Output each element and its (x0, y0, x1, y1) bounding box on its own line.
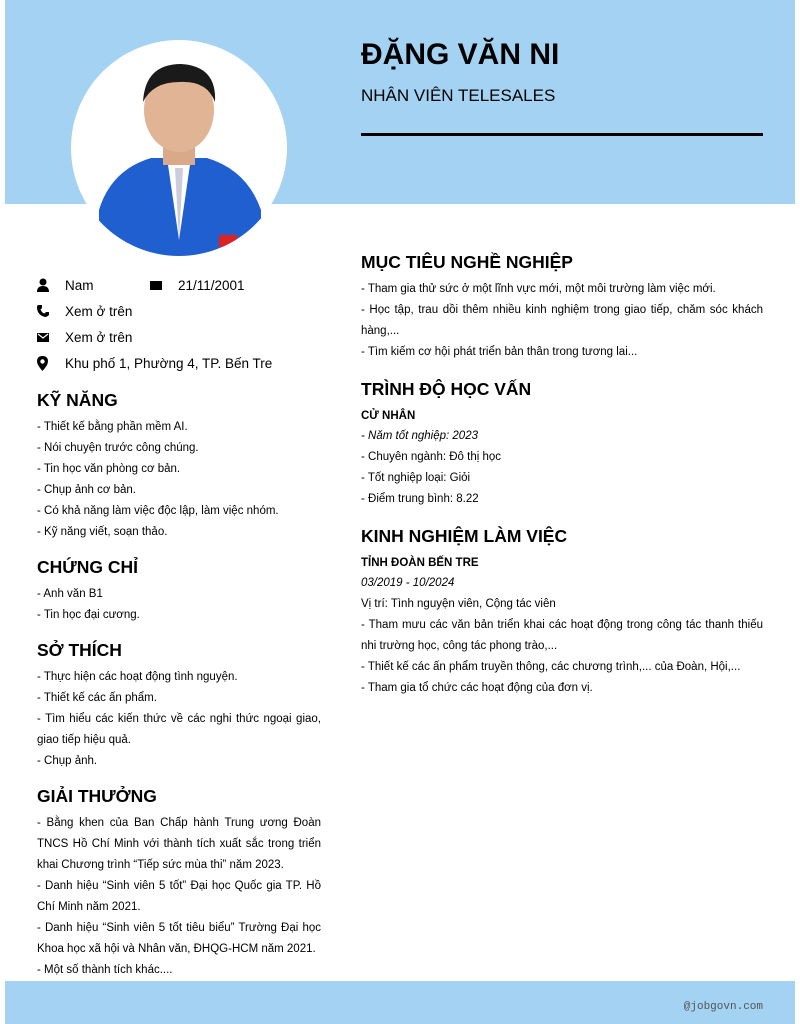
list-item: - Tốt nghiệp loại: Giỏi (361, 472, 471, 484)
graduation-year: - Năm tốt nghiệp: 2023 (361, 430, 478, 442)
section-title: CHỨNG CHỈ (37, 557, 139, 577)
footer-band (5, 981, 795, 1024)
organization: TỈNH ĐOÀN BẾN TRE (361, 557, 479, 569)
list-item: - Chụp ảnh cơ bản. (37, 484, 136, 496)
person-icon (37, 278, 65, 292)
section-title: TRÌNH ĐỘ HỌC VẤN (361, 379, 532, 399)
list-item: - Tìm kiếm cơ hội phát triển bản thân trong tương lai... (361, 346, 638, 358)
list-item: - Tin học văn phòng cơ bản. (37, 463, 181, 475)
list-item: - Thực hiện các hoạt động tình nguyện. (37, 671, 238, 683)
section-title: KINH NGHIỆM LÀM VIỆC (361, 526, 568, 546)
left-column (37, 272, 321, 981)
list-item: - Thiết kế các ấn phẩm truyền thông, các chương trình,... của Đoàn, Hội,... (361, 661, 741, 673)
list-item: - Danh hiệu “Sinh viên 5 tốt tiêu biểu” Trường Đại học Khoa học xã hội và Nhân văn, ĐHQG-HCM năm 2021. (37, 922, 321, 955)
calendar-icon (150, 280, 178, 290)
address: Khu phố 1, Phường 4, TP. Bến Tre (65, 355, 273, 371)
phone: Xem ở trên (65, 303, 133, 319)
period: 03/2019 - 10/2024 (361, 577, 455, 589)
email: Xem ở trên (65, 329, 133, 345)
list-item: - Chụp ảnh. (37, 755, 98, 767)
info-row (37, 350, 321, 376)
list-item: - Học tập, trau dồi thêm nhiều kinh nghiệm trong giao tiếp, chăm sóc khách hàng,... (361, 304, 763, 337)
location-icon (37, 356, 65, 371)
avatar (71, 40, 287, 256)
list-item: - Tin học đại cương. (37, 609, 140, 621)
list-item: - Anh văn B1 (37, 588, 103, 600)
section-title: KỸ NĂNG (37, 390, 118, 410)
right-column (361, 238, 763, 699)
info-row (37, 298, 321, 324)
degree: CỬ NHÂN (361, 410, 416, 422)
list-item: - Nói chuyện trước công chúng. (37, 442, 199, 454)
list-item: - Chuyên ngành: Đô thị học (361, 451, 502, 463)
list-item: - Thiết kế các ấn phẩm. (37, 692, 157, 704)
list-item: - Bằng khen của Ban Chấp hành Trung ương Đoàn TNCS Hồ Chí Minh với thành tích xuất sắc trong triển khai Chương trình “Tiếp sức mùa thi” năm 2023. (37, 817, 321, 871)
list-item: - Điểm trung bình: 8.22 (361, 493, 479, 505)
list-item: - Tham gia thử sức ở một lĩnh vực mới, một môi trường làm việc mới. (361, 283, 716, 295)
divider (361, 133, 763, 136)
job-title: NHÂN VIÊN TELESALES (361, 86, 556, 105)
list-item: - Một số thành tích khác.... (37, 964, 173, 976)
role: Vị trí: Tình nguyện viên, Cộng tác viên (361, 598, 556, 610)
section-title: SỞ THÍCH (37, 640, 122, 660)
skills-list (37, 417, 321, 543)
section-title: MỤC TIÊU NGHỀ NGHIỆP (361, 252, 573, 272)
phone-icon (37, 305, 65, 317)
gender: Nam (65, 277, 94, 293)
footer-watermark: @jobgovn.com (683, 1001, 763, 1013)
info-row (37, 324, 321, 350)
list-item: - Có khả năng làm việc độc lập, làm việc nhóm. (37, 505, 279, 517)
section-title: GIẢI THƯỞNG (37, 786, 157, 806)
list-item: - Danh hiệu “Sinh viên 5 tốt” Đại học Quốc gia TP. Hồ Chí Minh năm 2021. (37, 880, 321, 913)
list-item: - Thiết kế bằng phần mềm AI. (37, 421, 188, 433)
email-icon (37, 333, 65, 342)
list-item: - Tham gia tổ chức các hoạt động của đơn vị. (361, 682, 593, 694)
list-item: - Kỹ năng viết, soạn thảo. (37, 526, 168, 538)
birthday: 21/11/2001 (178, 277, 245, 293)
info-row (37, 272, 321, 298)
candidate-name: ĐẶNG VĂN NI (361, 38, 560, 71)
list-item: - Tìm hiểu các kiến thức về các nghi thức ngoại giao, giao tiếp hiệu quả. (37, 713, 321, 746)
list-item: - Tham mưu các văn bản triển khai các hoạt động trong công tác thanh thiếu nhi trường học, công tác phong trào,... (361, 619, 763, 652)
